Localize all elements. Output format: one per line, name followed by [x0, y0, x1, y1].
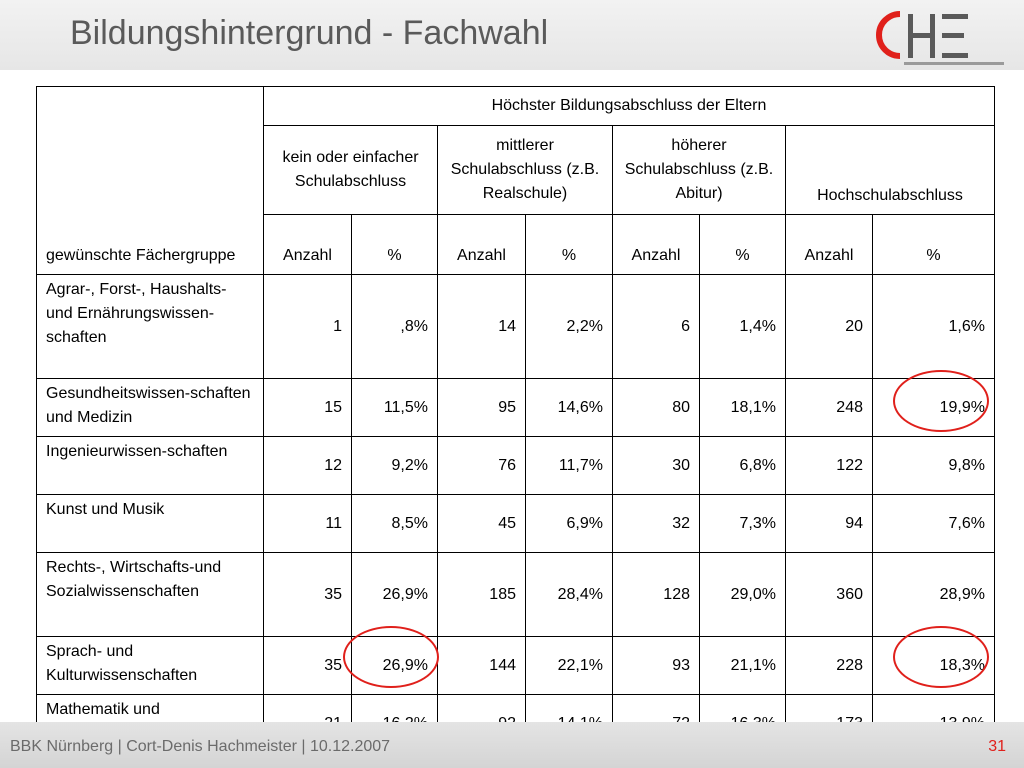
subheader-cell: % — [526, 215, 613, 275]
row-label-cell: Sprach- und Kulturwissenschaften — [37, 637, 264, 695]
group-header-1: kein oder einfacher Schulabschluss — [264, 126, 438, 215]
table-row — [37, 553, 995, 637]
percent-cell: 1,6% — [873, 275, 995, 379]
table-row — [37, 495, 995, 553]
header-row-1 — [37, 87, 995, 126]
count-cell: 1 — [264, 275, 352, 379]
percent-cell: 9,2% — [352, 437, 438, 495]
count-cell: 12 — [264, 437, 352, 495]
percent-cell: 7,3% — [700, 495, 786, 553]
count-cell: 185 — [438, 553, 526, 637]
page-number: 31 — [988, 738, 1006, 755]
percent-cell: 19,9% — [873, 379, 995, 437]
row-label-cell: Agrar-, Forst-, Haushalts- und Ernährungswissen-schaften — [37, 275, 264, 379]
percent-cell: 11,5% — [352, 379, 438, 437]
percent-cell: 28,4% — [526, 553, 613, 637]
subheader-cell: Anzahl — [786, 215, 873, 275]
count-cell: 20 — [786, 275, 873, 379]
table-row — [37, 379, 995, 437]
data-table — [36, 86, 995, 753]
group-header-2: mittlerer Schulabschluss (z.B. Realschule) — [438, 126, 613, 215]
row-label-cell: Mathematik und — [37, 695, 264, 753]
count-cell: 128 — [613, 553, 700, 637]
count-cell: 45 — [438, 495, 526, 553]
percent-cell: 21,1% — [700, 637, 786, 695]
count-cell: 35 — [264, 637, 352, 695]
percent-cell: 2,2% — [526, 275, 613, 379]
row-header-cell: gewünschte Fächergruppe — [37, 87, 264, 275]
count-cell: 35 — [264, 553, 352, 637]
table-row — [37, 637, 995, 695]
count-cell: 6 — [613, 275, 700, 379]
percent-cell: 1,4% — [700, 275, 786, 379]
count-cell: 32 — [613, 495, 700, 553]
percent-cell: ,8% — [352, 275, 438, 379]
percent-cell: 18,1% — [700, 379, 786, 437]
subheader-cell: Anzahl — [438, 215, 526, 275]
count-cell: 93 — [613, 637, 700, 695]
percent-cell: 9,8% — [873, 437, 995, 495]
che-logo — [872, 6, 1012, 68]
percent-cell: 28,9% — [873, 553, 995, 637]
count-cell: 95 — [438, 379, 526, 437]
subheader-cell: % — [700, 215, 786, 275]
subheader-cell: Anzahl — [613, 215, 700, 275]
row-label-cell: Ingenieurwissen-schaften — [37, 437, 264, 495]
percent-cell: 14,6% — [526, 379, 613, 437]
count-cell: 30 — [613, 437, 700, 495]
percent-cell: 6,8% — [700, 437, 786, 495]
count-cell: 14 — [438, 275, 526, 379]
count-cell: 248 — [786, 379, 873, 437]
subheader-cell: % — [352, 215, 438, 275]
percent-cell: 29,0% — [700, 553, 786, 637]
subheader-cell: Anzahl — [264, 215, 352, 275]
count-cell: 15 — [264, 379, 352, 437]
count-cell: 144 — [438, 637, 526, 695]
group-header-3: höherer Schulabschluss (z.B. Abitur) — [613, 126, 786, 215]
table-row — [37, 275, 995, 379]
count-cell: 360 — [786, 553, 873, 637]
percent-cell: 6,9% — [526, 495, 613, 553]
count-cell: 11 — [264, 495, 352, 553]
count-cell: 76 — [438, 437, 526, 495]
percent-cell: 11,7% — [526, 437, 613, 495]
count-cell: 80 — [613, 379, 700, 437]
count-cell: 122 — [786, 437, 873, 495]
row-label-cell: Kunst und Musik — [37, 495, 264, 553]
row-label-cell: Rechts-, Wirtschafts-und Sozialwissenschaften — [37, 553, 264, 637]
count-cell: 94 — [786, 495, 873, 553]
percent-cell: 18,3% — [873, 637, 995, 695]
count-cell: 228 — [786, 637, 873, 695]
footer-text: BBK Nürnberg | Cort-Denis Hachmeister | 10.12.2007 — [10, 738, 391, 755]
percent-cell: 7,6% — [873, 495, 995, 553]
percent-cell: 22,1% — [526, 637, 613, 695]
group-header-4: Hochschulabschluss — [786, 126, 995, 215]
percent-cell: 26,9% — [352, 637, 438, 695]
super-header-cell: Höchster Bildungsabschluss der Eltern — [264, 87, 995, 126]
slide-title: Bildungshintergrund - Fachwahl — [70, 14, 549, 52]
table-body — [37, 275, 995, 753]
table-row — [37, 437, 995, 495]
subheader-cell: % — [873, 215, 995, 275]
percent-cell: 8,5% — [352, 495, 438, 553]
row-label-cell: Gesundheitswissen-schaften und Medizin — [37, 379, 264, 437]
percent-cell: 26,9% — [352, 553, 438, 637]
